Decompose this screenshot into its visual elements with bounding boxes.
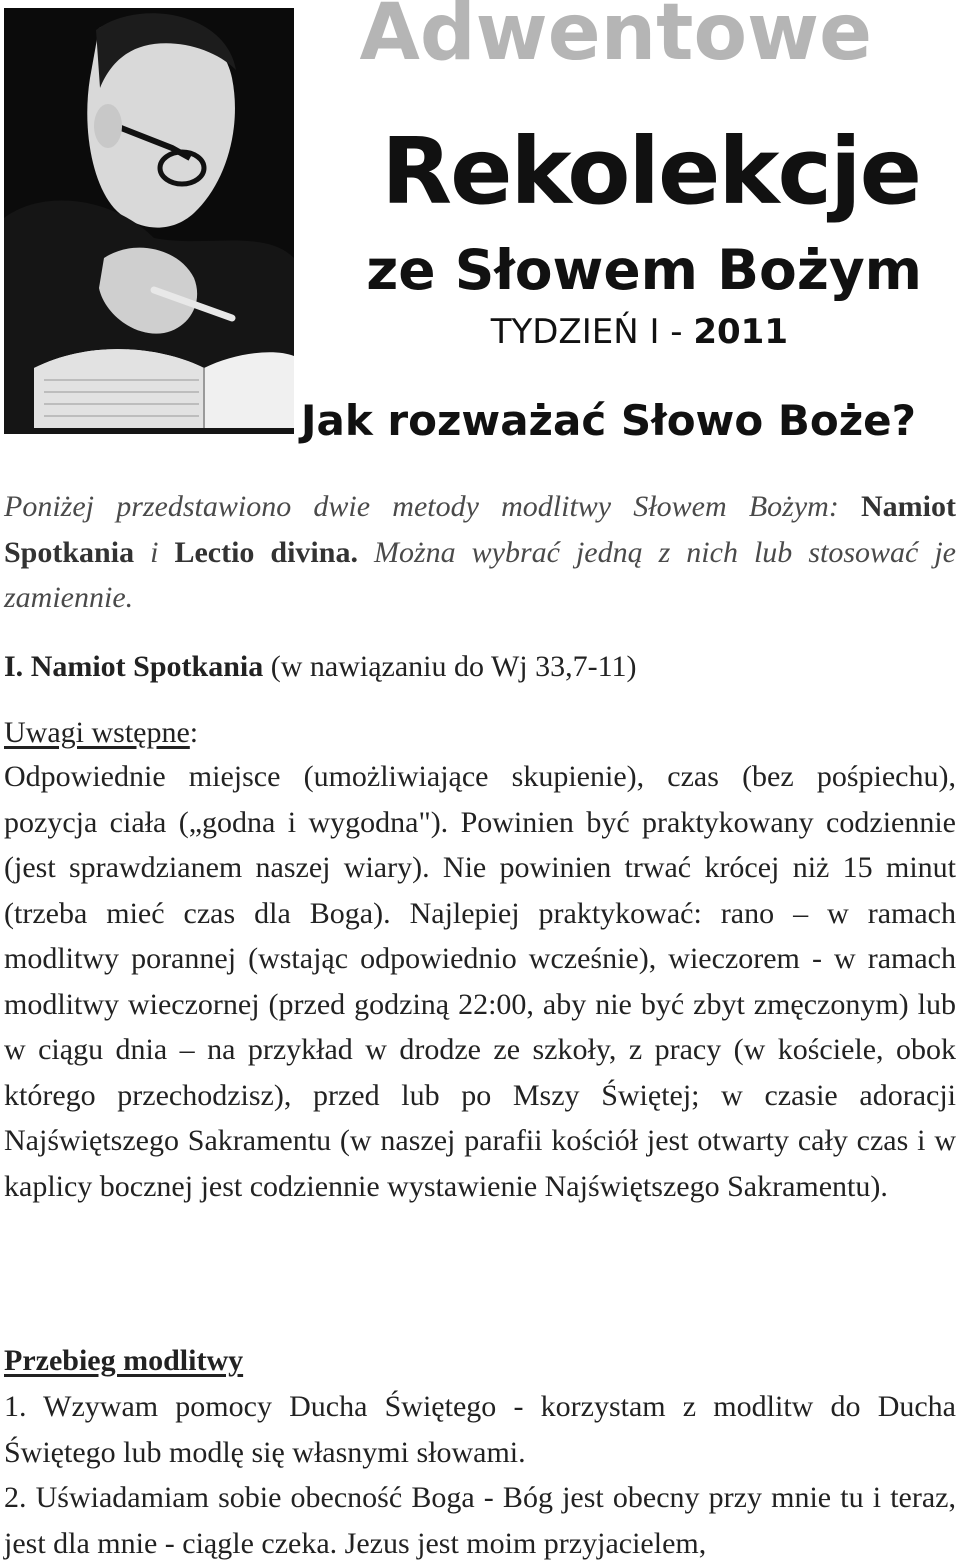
title-top: Adwentowe	[359, 0, 872, 78]
title-sub: ze Słowem Bożym	[366, 238, 922, 302]
week-label: TYDZIEŃ I -	[490, 312, 694, 352]
section-heading	[4, 644, 956, 690]
prayer-heading-text: Przebieg modlitwy	[4, 1344, 244, 1377]
prayer-steps	[4, 1384, 956, 1566]
section-reference: (w nawiązaniu do Wj 33,7-11)	[263, 650, 637, 683]
week-year: 2011	[693, 312, 788, 352]
intro-paragraph	[4, 484, 956, 621]
prayer-heading	[4, 1338, 956, 1384]
title-main: Rekolekcje	[381, 118, 920, 225]
intro-method1: Namiot Spotkania	[4, 490, 956, 569]
intro-part2: i	[134, 535, 175, 569]
remarks-paragraph	[4, 754, 956, 1209]
question-heading: Jak rozważać Słowo Boże?	[300, 396, 916, 445]
intro-method2: Lectio divina.	[174, 535, 358, 569]
remarks-heading-colon: :	[189, 716, 199, 749]
week-line	[491, 312, 788, 352]
section-number: I.	[4, 650, 24, 683]
header-photo	[4, 8, 294, 434]
intro-part3: Można wybrać jedną z nich lub stosować je zamiennie.	[4, 535, 956, 614]
prayer-step: 1. Wzywam pomocy Ducha Świętego - korzystam z modlitw do Ducha Świętego lub modlę się własnymi słowami.	[4, 1390, 956, 1469]
intro-part1: Poniżej przedstawiono dwie metody modlitwy Słowem Bożym:	[4, 490, 862, 523]
section-title: Namiot Spotkania	[23, 650, 264, 683]
remarks-heading	[4, 710, 956, 756]
remarks-heading-text: Uwagi wstępne	[4, 716, 190, 749]
prayer-step: 2. Uświadamiam sobie obecność Boga - Bóg jest obecny przy mnie tu i teraz, jest dla mnie - ciągle czeka. Jezus jest moim przyjacielem,	[4, 1481, 956, 1560]
reader-photo-illustration	[4, 8, 294, 434]
remarks-text: Odpowiednie miejsce (umożliwiające skupienie), czas (bez pośpiechu), pozycja ciała („godna i wygodna"). Powinien być praktykowany codziennie (jest sprawdzianem naszej wiary). Nie powinien trwać krócej niż 15 minut (trzeba mieć czas dla Boga). Najlepiej praktykować: rano – w ramach modlitwy porannej (wstając odpowiednio wcześnie), wieczorem - w ramach modlitwy wieczornej (przed godziną 22:00, aby nie być zbyt zmęczonym) lub w ciągu dnia – na przykład w drodze ze szkoły, z pracy (w kościele, obok którego przechodzisz), przed lub po Mszy Świętej; w czasie adoracji Najświętszego Sakramentu (w naszej parafii kościół jest otwarty cały czas i w kaplicy bocznej jest codziennie wystawienie Najświętszego Sakramentu).	[4, 760, 956, 1203]
